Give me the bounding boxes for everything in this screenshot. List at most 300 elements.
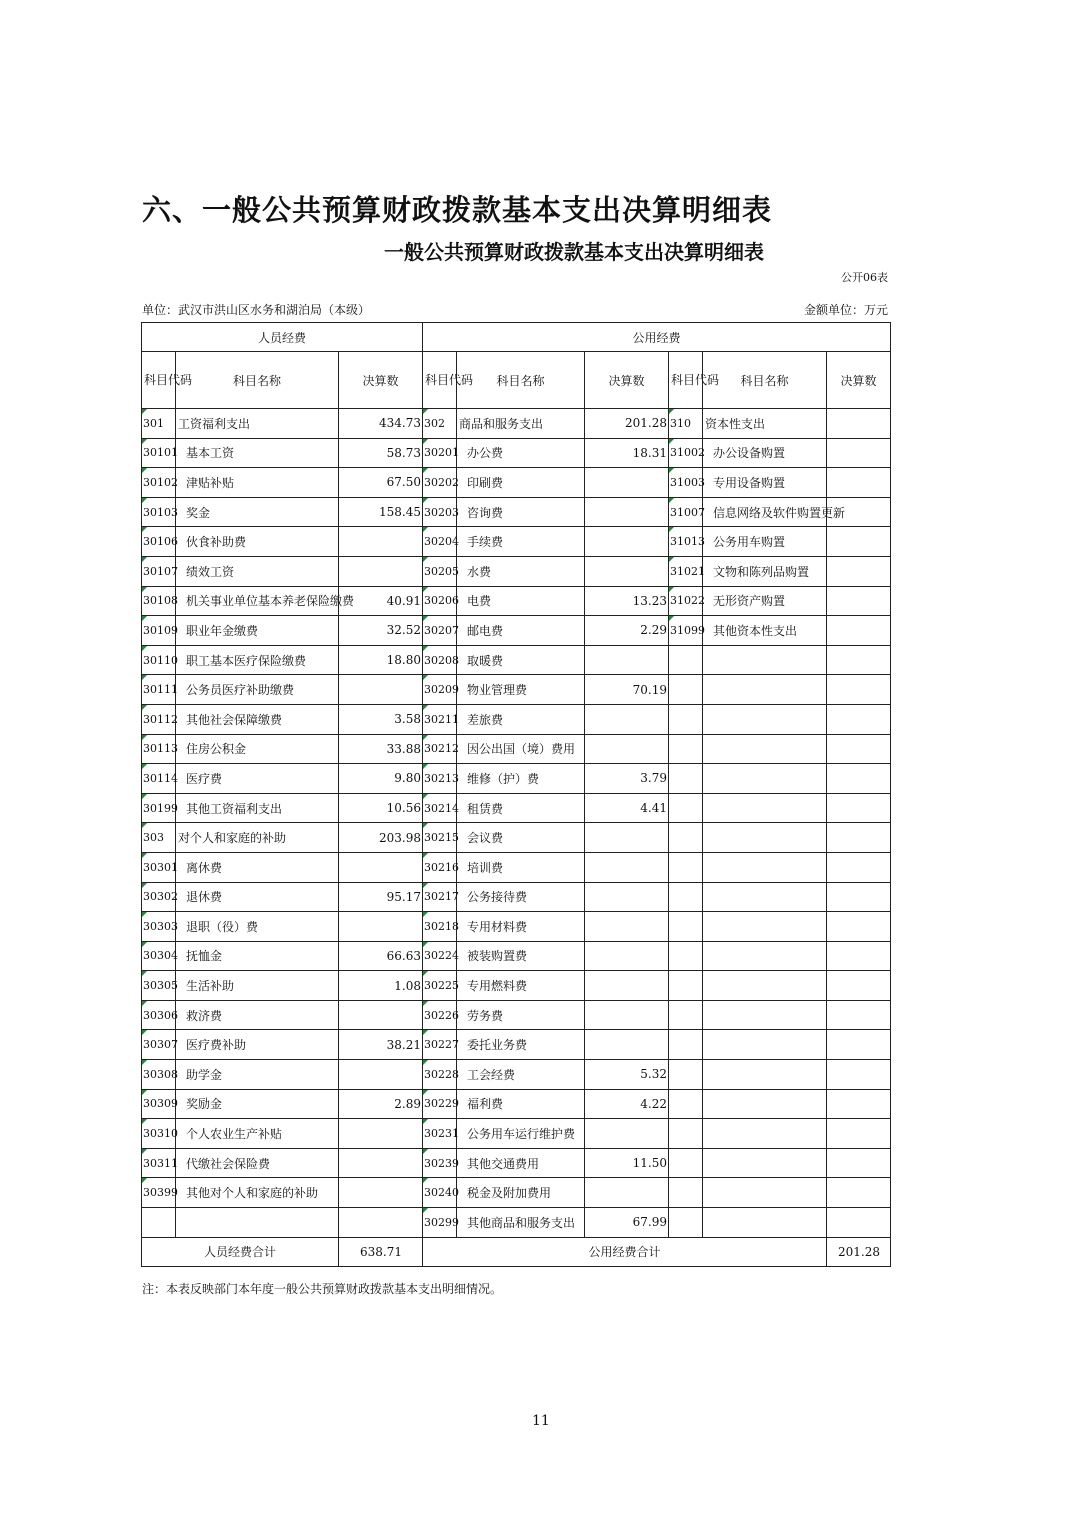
total-row xyxy=(142,1237,891,1266)
header-amount: 决算数 xyxy=(827,352,891,409)
row-code: 31002 xyxy=(669,438,703,468)
row-name: 医疗费补助 xyxy=(176,1030,339,1060)
table-row xyxy=(142,1000,891,1030)
row-code: 30202 xyxy=(423,468,457,498)
public-total-label: 公用经费合计 xyxy=(423,1237,827,1266)
row-code: 30310 xyxy=(142,1119,176,1149)
row-name: 差旅费 xyxy=(457,704,585,734)
row-name: 公务员医疗补助缴费 xyxy=(176,675,339,705)
row-code: 30227 xyxy=(423,1030,457,1060)
row-name: 住房公积金 xyxy=(176,734,339,764)
footnote: 注：本表反映部门本年度一般公共预算财政拨款基本支出明细情况。 xyxy=(142,1282,503,1296)
table-row xyxy=(142,912,891,942)
header-name: 科目名称 xyxy=(457,352,585,409)
table-row xyxy=(142,675,891,705)
table-row xyxy=(142,1178,891,1208)
row-name: 物业管理费 xyxy=(457,675,585,705)
row-code: 310 xyxy=(669,409,703,439)
row-code: 30305 xyxy=(142,971,176,1001)
row-name: 印刷费 xyxy=(457,468,585,498)
row-name: 资本性支出 xyxy=(703,409,827,439)
row-amount xyxy=(339,527,423,557)
row-name: 其他商品和服务支出 xyxy=(457,1208,585,1238)
row-name: 手续费 xyxy=(457,527,585,557)
table-row xyxy=(142,882,891,912)
table-row xyxy=(142,852,891,882)
row-code: 30110 xyxy=(142,645,176,675)
row-amount xyxy=(827,468,891,498)
row-code: 30399 xyxy=(142,1178,176,1208)
row-amount: 4.41 xyxy=(585,793,669,823)
row-name: 专用燃料费 xyxy=(457,971,585,1001)
row-amount xyxy=(585,941,669,971)
group-personnel: 人员经费 xyxy=(142,323,423,352)
header-name: 科目名称 xyxy=(703,352,827,409)
column-header-row xyxy=(142,352,891,409)
header-code: 科目代码 xyxy=(423,352,457,409)
table-row xyxy=(142,941,891,971)
expenditure-table xyxy=(141,322,891,1267)
row-amount xyxy=(585,912,669,942)
row-code xyxy=(669,675,703,705)
table-row xyxy=(142,616,891,646)
row-amount xyxy=(585,882,669,912)
row-amount xyxy=(827,586,891,616)
row-name: 商品和服务支出 xyxy=(457,409,585,439)
row-name: 伙食补助费 xyxy=(176,527,339,557)
row-name: 其他资本性支出 xyxy=(703,616,827,646)
row-name: 工会经费 xyxy=(457,1060,585,1090)
row-name xyxy=(703,823,827,853)
row-name: 因公出国（境）费用 xyxy=(457,734,585,764)
row-amount xyxy=(585,734,669,764)
row-code: 31013 xyxy=(669,527,703,557)
row-amount: 434.73 xyxy=(339,409,423,439)
row-code: 30303 xyxy=(142,912,176,942)
unit-name: 单位：武汉市洪山区水务和湖泊局（本级） xyxy=(142,303,371,317)
row-amount: 158.45 xyxy=(339,497,423,527)
row-name: 生活补助 xyxy=(176,971,339,1001)
row-amount xyxy=(827,941,891,971)
row-code: 31022 xyxy=(669,586,703,616)
row-code: 30108 xyxy=(142,586,176,616)
header-code: 科目代码 xyxy=(669,352,703,409)
personnel-total-label: 人员经费合计 xyxy=(142,1237,339,1266)
row-amount: 10.56 xyxy=(339,793,423,823)
row-name xyxy=(703,1119,827,1149)
row-code: 30306 xyxy=(142,1000,176,1030)
row-amount xyxy=(585,645,669,675)
row-amount: 66.63 xyxy=(339,941,423,971)
row-name: 机关事业单位基本养老保险缴费 xyxy=(176,586,339,616)
row-name xyxy=(703,675,827,705)
table-row xyxy=(142,527,891,557)
row-code: 30299 xyxy=(423,1208,457,1238)
row-name: 培训费 xyxy=(457,852,585,882)
table-row xyxy=(142,438,891,468)
row-amount xyxy=(339,1148,423,1178)
table-row xyxy=(142,823,891,853)
row-name: 个人农业生产补贴 xyxy=(176,1119,339,1149)
row-name xyxy=(703,1178,827,1208)
row-code xyxy=(669,1148,703,1178)
table-row xyxy=(142,409,891,439)
row-name: 其他交通费用 xyxy=(457,1148,585,1178)
row-amount: 67.99 xyxy=(585,1208,669,1238)
row-amount xyxy=(585,556,669,586)
row-name: 咨询费 xyxy=(457,497,585,527)
row-amount xyxy=(827,1000,891,1030)
table-row xyxy=(142,1089,891,1119)
row-code xyxy=(669,1089,703,1119)
row-amount xyxy=(585,468,669,498)
row-name: 维修（护）费 xyxy=(457,764,585,794)
row-code: 30113 xyxy=(142,734,176,764)
row-name: 无形资产购置 xyxy=(703,586,827,616)
row-name: 租赁费 xyxy=(457,793,585,823)
row-code: 30240 xyxy=(423,1178,457,1208)
row-name: 办公费 xyxy=(457,438,585,468)
row-code: 30239 xyxy=(423,1148,457,1178)
row-name xyxy=(703,1060,827,1090)
row-code xyxy=(669,971,703,1001)
row-amount xyxy=(339,675,423,705)
row-amount: 38.21 xyxy=(339,1030,423,1060)
header-amount: 决算数 xyxy=(585,352,669,409)
row-name: 职业年金缴费 xyxy=(176,616,339,646)
row-code: 30103 xyxy=(142,497,176,527)
row-amount xyxy=(339,1119,423,1149)
row-amount: 18.80 xyxy=(339,645,423,675)
row-code: 30207 xyxy=(423,616,457,646)
table-row xyxy=(142,497,891,527)
row-code: 30109 xyxy=(142,616,176,646)
row-amount xyxy=(827,1060,891,1090)
table-row xyxy=(142,468,891,498)
row-code: 30111 xyxy=(142,675,176,705)
table-row xyxy=(142,1208,891,1238)
table-row xyxy=(142,1030,891,1060)
row-amount xyxy=(827,1119,891,1149)
row-name: 会议费 xyxy=(457,823,585,853)
row-amount xyxy=(827,556,891,586)
row-amount xyxy=(827,675,891,705)
row-amount xyxy=(585,823,669,853)
row-code: 30213 xyxy=(423,764,457,794)
row-code: 31099 xyxy=(669,616,703,646)
row-amount xyxy=(827,704,891,734)
row-amount: 11.50 xyxy=(585,1148,669,1178)
row-amount xyxy=(585,527,669,557)
row-code: 31003 xyxy=(669,468,703,498)
row-amount: 70.19 xyxy=(585,675,669,705)
row-name: 对个人和家庭的补助 xyxy=(176,823,339,853)
row-code: 30211 xyxy=(423,704,457,734)
row-code xyxy=(669,852,703,882)
row-code: 30114 xyxy=(142,764,176,794)
row-amount: 95.17 xyxy=(339,882,423,912)
row-amount xyxy=(827,527,891,557)
row-amount xyxy=(827,734,891,764)
row-code xyxy=(669,912,703,942)
row-code xyxy=(669,1119,703,1149)
row-name: 其他工资福利支出 xyxy=(176,793,339,823)
row-amount: 2.89 xyxy=(339,1089,423,1119)
row-amount xyxy=(339,1000,423,1030)
row-code xyxy=(669,793,703,823)
row-amount: 201.28 xyxy=(585,409,669,439)
table-row xyxy=(142,1148,891,1178)
row-code: 30216 xyxy=(423,852,457,882)
row-name xyxy=(703,764,827,794)
row-amount xyxy=(827,1030,891,1060)
table-row xyxy=(142,793,891,823)
row-code: 30301 xyxy=(142,852,176,882)
row-name: 助学金 xyxy=(176,1060,339,1090)
table-title: 一般公共预算财政拨款基本支出决算明细表 xyxy=(384,240,764,264)
row-name: 救济费 xyxy=(176,1000,339,1030)
row-code: 30212 xyxy=(423,734,457,764)
row-code: 30224 xyxy=(423,941,457,971)
row-code: 30217 xyxy=(423,882,457,912)
row-code xyxy=(669,882,703,912)
personnel-total-value: 638.71 xyxy=(339,1237,423,1266)
table-row xyxy=(142,704,891,734)
row-amount: 13.23 xyxy=(585,586,669,616)
row-amount xyxy=(827,645,891,675)
row-name: 奖励金 xyxy=(176,1089,339,1119)
table-row xyxy=(142,971,891,1001)
row-amount: 33.88 xyxy=(339,734,423,764)
table-row xyxy=(142,586,891,616)
row-name: 被装购置费 xyxy=(457,941,585,971)
row-code: 30226 xyxy=(423,1000,457,1030)
row-code: 30201 xyxy=(423,438,457,468)
row-name xyxy=(703,852,827,882)
row-code: 303 xyxy=(142,823,176,853)
row-code xyxy=(142,1208,176,1238)
row-name xyxy=(176,1208,339,1238)
row-name: 离休费 xyxy=(176,852,339,882)
row-name: 津贴补贴 xyxy=(176,468,339,498)
row-code: 30214 xyxy=(423,793,457,823)
row-name xyxy=(703,882,827,912)
row-code: 30209 xyxy=(423,675,457,705)
row-name: 工资福利支出 xyxy=(176,409,339,439)
table-row xyxy=(142,556,891,586)
row-amount: 9.80 xyxy=(339,764,423,794)
row-amount xyxy=(585,1178,669,1208)
row-name: 文物和陈列品购置 xyxy=(703,556,827,586)
row-name: 代缴社会保险费 xyxy=(176,1148,339,1178)
row-name: 其他对个人和家庭的补助 xyxy=(176,1178,339,1208)
row-code: 30228 xyxy=(423,1060,457,1090)
row-code: 302 xyxy=(423,409,457,439)
row-code xyxy=(669,734,703,764)
row-amount xyxy=(827,497,891,527)
row-code: 30304 xyxy=(142,941,176,971)
row-amount xyxy=(827,1178,891,1208)
row-amount: 2.29 xyxy=(585,616,669,646)
row-name: 抚恤金 xyxy=(176,941,339,971)
row-name xyxy=(703,1030,827,1060)
row-code: 301 xyxy=(142,409,176,439)
row-code: 30309 xyxy=(142,1089,176,1119)
group-header-row xyxy=(142,323,891,352)
row-code xyxy=(669,823,703,853)
table-row xyxy=(142,1119,891,1149)
row-code: 31007 xyxy=(669,497,703,527)
currency-unit: 金额单位：万元 xyxy=(803,303,888,317)
row-name: 职工基本医疗保险缴费 xyxy=(176,645,339,675)
row-code xyxy=(669,764,703,794)
row-code: 30199 xyxy=(142,793,176,823)
row-amount xyxy=(827,1089,891,1119)
row-code xyxy=(669,1178,703,1208)
row-code xyxy=(669,645,703,675)
row-code: 30205 xyxy=(423,556,457,586)
row-name: 退职（役）费 xyxy=(176,912,339,942)
row-name: 福利费 xyxy=(457,1089,585,1119)
row-code: 30102 xyxy=(142,468,176,498)
row-name xyxy=(703,1208,827,1238)
row-amount: 18.31 xyxy=(585,438,669,468)
row-amount xyxy=(339,912,423,942)
row-code: 30106 xyxy=(142,527,176,557)
row-amount xyxy=(585,704,669,734)
row-code: 30225 xyxy=(423,971,457,1001)
row-amount xyxy=(585,852,669,882)
row-name: 专用材料费 xyxy=(457,912,585,942)
row-code: 30215 xyxy=(423,823,457,853)
row-name: 奖金 xyxy=(176,497,339,527)
row-amount xyxy=(585,1000,669,1030)
row-name xyxy=(703,1089,827,1119)
row-amount xyxy=(339,1208,423,1238)
row-name: 信息网络及软件购置更新 xyxy=(703,497,827,527)
form-number: 公开06表 xyxy=(841,271,888,284)
row-name: 劳务费 xyxy=(457,1000,585,1030)
row-amount: 4.22 xyxy=(585,1089,669,1119)
table-row xyxy=(142,734,891,764)
row-name: 其他社会保障缴费 xyxy=(176,704,339,734)
row-code: 30203 xyxy=(423,497,457,527)
row-code: 30206 xyxy=(423,586,457,616)
row-amount xyxy=(585,497,669,527)
row-name xyxy=(703,941,827,971)
row-amount xyxy=(339,556,423,586)
row-amount: 3.79 xyxy=(585,764,669,794)
row-code: 30204 xyxy=(423,527,457,557)
row-code: 30101 xyxy=(142,438,176,468)
row-name: 办公设备购置 xyxy=(703,438,827,468)
row-name: 邮电费 xyxy=(457,616,585,646)
row-amount: 67.50 xyxy=(339,468,423,498)
row-code: 30302 xyxy=(142,882,176,912)
row-code: 30308 xyxy=(142,1060,176,1090)
row-amount xyxy=(827,409,891,439)
row-code: 30231 xyxy=(423,1119,457,1149)
row-name: 委托业务费 xyxy=(457,1030,585,1060)
row-amount xyxy=(827,616,891,646)
row-name: 绩效工资 xyxy=(176,556,339,586)
row-name: 公务用车购置 xyxy=(703,527,827,557)
header-name: 科目名称 xyxy=(176,352,339,409)
row-name: 公务用车运行维护费 xyxy=(457,1119,585,1149)
row-code xyxy=(669,1030,703,1060)
row-name xyxy=(703,971,827,1001)
row-code xyxy=(669,1000,703,1030)
row-code: 30208 xyxy=(423,645,457,675)
row-code xyxy=(669,941,703,971)
row-code xyxy=(669,1208,703,1238)
row-name xyxy=(703,734,827,764)
row-amount: 3.58 xyxy=(339,704,423,734)
public-total-value: 201.28 xyxy=(827,1237,891,1266)
row-code: 30218 xyxy=(423,912,457,942)
row-name xyxy=(703,704,827,734)
row-amount: 203.98 xyxy=(339,823,423,853)
row-amount xyxy=(339,1178,423,1208)
group-public: 公用经费 xyxy=(423,323,891,352)
row-code: 30311 xyxy=(142,1148,176,1178)
row-amount xyxy=(827,1208,891,1238)
row-code: 30112 xyxy=(142,704,176,734)
row-code: 30107 xyxy=(142,556,176,586)
row-amount: 32.52 xyxy=(339,616,423,646)
header-amount: 决算数 xyxy=(339,352,423,409)
row-name: 税金及附加费用 xyxy=(457,1178,585,1208)
row-amount xyxy=(827,971,891,1001)
row-name: 专用设备购置 xyxy=(703,468,827,498)
row-code: 31021 xyxy=(669,556,703,586)
row-amount xyxy=(827,764,891,794)
row-amount xyxy=(827,882,891,912)
row-name xyxy=(703,1000,827,1030)
row-amount xyxy=(585,971,669,1001)
row-amount xyxy=(585,1030,669,1060)
row-name: 水费 xyxy=(457,556,585,586)
table-row xyxy=(142,764,891,794)
row-name: 退休费 xyxy=(176,882,339,912)
row-name xyxy=(703,793,827,823)
table-row xyxy=(142,1060,891,1090)
row-amount xyxy=(827,438,891,468)
row-code: 30229 xyxy=(423,1089,457,1119)
row-amount xyxy=(827,1148,891,1178)
row-amount xyxy=(827,793,891,823)
row-name: 医疗费 xyxy=(176,764,339,794)
row-amount: 1.08 xyxy=(339,971,423,1001)
table-row xyxy=(142,645,891,675)
main-title: 六、一般公共预算财政拨款基本支出决算明细表 xyxy=(142,193,773,227)
row-name xyxy=(703,645,827,675)
row-name: 基本工资 xyxy=(176,438,339,468)
row-amount: 5.32 xyxy=(585,1060,669,1090)
row-code xyxy=(669,704,703,734)
row-name: 公务接待费 xyxy=(457,882,585,912)
row-amount xyxy=(827,852,891,882)
page-number: 11 xyxy=(532,1413,550,1429)
row-code: 30307 xyxy=(142,1030,176,1060)
row-amount xyxy=(827,912,891,942)
row-amount: 58.73 xyxy=(339,438,423,468)
row-amount xyxy=(339,1060,423,1090)
row-amount xyxy=(827,823,891,853)
row-code xyxy=(669,1060,703,1090)
row-amount: 40.91 xyxy=(339,586,423,616)
row-name: 取暖费 xyxy=(457,645,585,675)
